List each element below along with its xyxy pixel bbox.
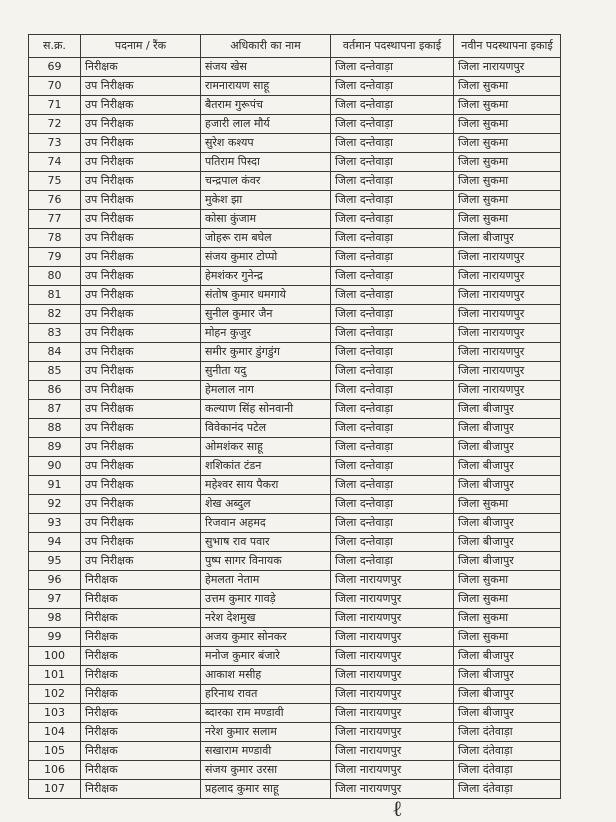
current-posting-cell: जिला दन्तेवाड़ा: [331, 514, 454, 533]
signature-mark: ℓ: [392, 797, 403, 822]
current-posting-cell: जिला दन्तेवाड़ा: [331, 248, 454, 267]
rank-cell: उप निरीक्षक: [81, 77, 201, 96]
table-row: [29, 704, 561, 723]
serial-number-cell: 69: [29, 58, 81, 77]
current-posting-cell: जिला नारायणपुर: [331, 590, 454, 609]
table-row: [29, 96, 561, 115]
serial-number-cell: 73: [29, 134, 81, 153]
current-posting-cell: जिला दन्तेवाड़ा: [331, 438, 454, 457]
serial-number-cell: 75: [29, 172, 81, 191]
new-posting-cell: जिला सुकमा: [454, 96, 561, 115]
new-posting-cell: जिला दंतेवाड़ा: [454, 780, 561, 799]
table-row: [29, 571, 561, 590]
officer-name-cell: सखाराम मण्डावी: [201, 742, 331, 761]
rank-cell: उप निरीक्षक: [81, 552, 201, 571]
officer-name-cell: हेमलता नेताम: [201, 571, 331, 590]
current-posting-cell: जिला दन्तेवाड़ा: [331, 495, 454, 514]
current-posting-cell: जिला दन्तेवाड़ा: [331, 343, 454, 362]
table-row: [29, 381, 561, 400]
table-header-row: [29, 35, 561, 58]
current-posting-cell: जिला दन्तेवाड़ा: [331, 153, 454, 172]
table-row: [29, 495, 561, 514]
serial-number-cell: 101: [29, 666, 81, 685]
rank-cell: निरीक्षक: [81, 780, 201, 799]
table-row: [29, 286, 561, 305]
new-posting-cell: जिला दंतेवाड़ा: [454, 742, 561, 761]
rank-cell: निरीक्षक: [81, 685, 201, 704]
officer-name-cell: सुनीता यदु: [201, 362, 331, 381]
table-row: [29, 419, 561, 438]
serial-number-cell: 105: [29, 742, 81, 761]
rank-cell: उप निरीक्षक: [81, 495, 201, 514]
rank-cell: उप निरीक्षक: [81, 419, 201, 438]
officer-name-cell: पतिराम पिस्दा: [201, 153, 331, 172]
serial-number-cell: 80: [29, 267, 81, 286]
new-posting-cell: जिला बीजापुर: [454, 438, 561, 457]
new-posting-cell: जिला नारायणपुर: [454, 343, 561, 362]
rank-cell: उप निरीक्षक: [81, 400, 201, 419]
new-posting-cell: जिला बीजापुर: [454, 457, 561, 476]
current-posting-cell: जिला दन्तेवाड़ा: [331, 362, 454, 381]
table-row: [29, 267, 561, 286]
officer-name-cell: अजय कुमार सोनकर: [201, 628, 331, 647]
current-posting-cell: जिला नारायणपुर: [331, 647, 454, 666]
current-posting-cell: जिला दन्तेवाड़ा: [331, 419, 454, 438]
current-posting-cell: जिला नारायणपुर: [331, 723, 454, 742]
table-row: [29, 343, 561, 362]
new-posting-cell: जिला सुकमा: [454, 115, 561, 134]
new-posting-cell: जिला सुकमा: [454, 134, 561, 153]
serial-number-cell: 96: [29, 571, 81, 590]
officer-name-cell: सुरेश कश्यप: [201, 134, 331, 153]
table-row: [29, 153, 561, 172]
officer-name-cell: कल्याण सिंह सोनवानी: [201, 400, 331, 419]
current-posting-cell: जिला दन्तेवाड़ा: [331, 96, 454, 115]
current-posting-cell: जिला दन्तेवाड़ा: [331, 115, 454, 134]
current-posting-cell: जिला दन्तेवाड़ा: [331, 457, 454, 476]
new-posting-cell: जिला सुकमा: [454, 628, 561, 647]
table-row: [29, 533, 561, 552]
rank-cell: निरीक्षक: [81, 666, 201, 685]
rank-cell: उप निरीक्षक: [81, 191, 201, 210]
table-row: [29, 628, 561, 647]
serial-number-cell: 94: [29, 533, 81, 552]
serial-number-cell: 71: [29, 96, 81, 115]
officer-name-cell: आकाश मसीह: [201, 666, 331, 685]
serial-number-cell: 93: [29, 514, 81, 533]
new-posting-cell: जिला सुकमा: [454, 590, 561, 609]
officer-name-cell: हरिनाथ रावत: [201, 685, 331, 704]
table-row: [29, 324, 561, 343]
transfer-list-sheet: [28, 34, 560, 799]
officer-name-cell: रामनारायण साहू: [201, 77, 331, 96]
officer-name-cell: उत्तम कुमार गावड़े: [201, 590, 331, 609]
rank-cell: उप निरीक्षक: [81, 476, 201, 495]
current-posting-cell: जिला नारायणपुर: [331, 571, 454, 590]
new-posting-cell: जिला सुकमा: [454, 77, 561, 96]
current-posting-cell: जिला नारायणपुर: [331, 704, 454, 723]
table-row: [29, 552, 561, 571]
officer-name-cell: चन्द्रपाल कंवर: [201, 172, 331, 191]
current-posting-cell: जिला नारायणपुर: [331, 742, 454, 761]
rank-cell: उप निरीक्षक: [81, 153, 201, 172]
table-row: [29, 647, 561, 666]
table-body: [29, 58, 561, 799]
new-posting-cell: जिला बीजापुर: [454, 514, 561, 533]
current-posting-cell: जिला नारायणपुर: [331, 666, 454, 685]
new-posting-cell: जिला बीजापुर: [454, 704, 561, 723]
officer-name-cell: ओमशंकर साहू: [201, 438, 331, 457]
table-row: [29, 609, 561, 628]
officer-name-cell: ब्दारका राम मण्डावी: [201, 704, 331, 723]
current-posting-cell: जिला नारायणपुर: [331, 609, 454, 628]
serial-number-cell: 102: [29, 685, 81, 704]
current-posting-cell: जिला नारायणपुर: [331, 780, 454, 799]
new-posting-cell: जिला नारायणपुर: [454, 267, 561, 286]
officer-name-cell: सुभाष राव पवार: [201, 533, 331, 552]
serial-number-cell: 90: [29, 457, 81, 476]
new-posting-cell: जिला बीजापुर: [454, 685, 561, 704]
table-row: [29, 58, 561, 77]
officer-name-cell: मनोज कुमार बंजारे: [201, 647, 331, 666]
new-posting-cell: जिला सुकमा: [454, 495, 561, 514]
new-posting-cell: जिला सुकमा: [454, 172, 561, 191]
new-posting-cell: जिला बीजापुर: [454, 419, 561, 438]
current-posting-cell: जिला नारायणपुर: [331, 685, 454, 704]
new-posting-cell: जिला नारायणपुर: [454, 305, 561, 324]
officer-name-cell: नरेश देशमुख: [201, 609, 331, 628]
table-row: [29, 438, 561, 457]
serial-number-cell: 95: [29, 552, 81, 571]
rank-cell: निरीक्षक: [81, 704, 201, 723]
new-posting-cell: जिला बीजापुर: [454, 666, 561, 685]
current-posting-cell: जिला दन्तेवाड़ा: [331, 305, 454, 324]
current-posting-cell: जिला दन्तेवाड़ा: [331, 267, 454, 286]
header-officer-name: अधिकारी का नाम: [201, 35, 331, 58]
officer-name-cell: मुकेश झा: [201, 191, 331, 210]
serial-number-cell: 84: [29, 343, 81, 362]
current-posting-cell: जिला दन्तेवाड़ा: [331, 381, 454, 400]
serial-number-cell: 76: [29, 191, 81, 210]
current-posting-cell: जिला दन्तेवाड़ा: [331, 77, 454, 96]
officer-name-cell: मोहन कुजुर: [201, 324, 331, 343]
new-posting-cell: जिला दंतेवाड़ा: [454, 723, 561, 742]
rank-cell: उप निरीक्षक: [81, 248, 201, 267]
table-row: [29, 229, 561, 248]
serial-number-cell: 88: [29, 419, 81, 438]
serial-number-cell: 97: [29, 590, 81, 609]
transfer-table: [28, 34, 561, 799]
rank-cell: निरीक्षक: [81, 723, 201, 742]
new-posting-cell: जिला नारायणपुर: [454, 286, 561, 305]
officer-name-cell: संजय कुमार टोप्पो: [201, 248, 331, 267]
serial-number-cell: 85: [29, 362, 81, 381]
rank-cell: निरीक्षक: [81, 647, 201, 666]
officer-name-cell: हेमशंकर गुनेन्द्र: [201, 267, 331, 286]
rank-cell: उप निरीक्षक: [81, 305, 201, 324]
table-row: [29, 761, 561, 780]
rank-cell: उप निरीक्षक: [81, 381, 201, 400]
officer-name-cell: नरेश कुमार सलाम: [201, 723, 331, 742]
new-posting-cell: जिला बीजापुर: [454, 647, 561, 666]
serial-number-cell: 77: [29, 210, 81, 229]
rank-cell: उप निरीक्षक: [81, 362, 201, 381]
serial-number-cell: 82: [29, 305, 81, 324]
new-posting-cell: जिला नारायणपुर: [454, 381, 561, 400]
serial-number-cell: 91: [29, 476, 81, 495]
table-row: [29, 248, 561, 267]
table-row: [29, 742, 561, 761]
rank-cell: उप निरीक्षक: [81, 286, 201, 305]
table-row: [29, 362, 561, 381]
serial-number-cell: 74: [29, 153, 81, 172]
table-row: [29, 191, 561, 210]
current-posting-cell: जिला दन्तेवाड़ा: [331, 552, 454, 571]
current-posting-cell: जिला दन्तेवाड़ा: [331, 210, 454, 229]
table-row: [29, 457, 561, 476]
current-posting-cell: जिला नारायणपुर: [331, 628, 454, 647]
current-posting-cell: जिला दन्तेवाड़ा: [331, 286, 454, 305]
officer-name-cell: प्रहलाद कुमार साहू: [201, 780, 331, 799]
rank-cell: उप निरीक्षक: [81, 229, 201, 248]
rank-cell: उप निरीक्षक: [81, 267, 201, 286]
serial-number-cell: 92: [29, 495, 81, 514]
officer-name-cell: हेमलाल नाग: [201, 381, 331, 400]
officer-name-cell: संजय खेस: [201, 58, 331, 77]
current-posting-cell: जिला दन्तेवाड़ा: [331, 58, 454, 77]
current-posting-cell: जिला दन्तेवाड़ा: [331, 533, 454, 552]
officer-name-cell: जोहरू राम बघेल: [201, 229, 331, 248]
new-posting-cell: जिला नारायणपुर: [454, 248, 561, 267]
serial-number-cell: 98: [29, 609, 81, 628]
current-posting-cell: जिला नारायणपुर: [331, 761, 454, 780]
officer-name-cell: शशिकांत टंडन: [201, 457, 331, 476]
current-posting-cell: जिला दन्तेवाड़ा: [331, 134, 454, 153]
table-row: [29, 210, 561, 229]
rank-cell: उप निरीक्षक: [81, 514, 201, 533]
rank-cell: उप निरीक्षक: [81, 134, 201, 153]
rank-cell: उप निरीक्षक: [81, 172, 201, 191]
rank-cell: निरीक्षक: [81, 609, 201, 628]
serial-number-cell: 100: [29, 647, 81, 666]
table-row: [29, 305, 561, 324]
new-posting-cell: जिला नारायणपुर: [454, 324, 561, 343]
rank-cell: निरीक्षक: [81, 742, 201, 761]
new-posting-cell: जिला सुकमा: [454, 609, 561, 628]
new-posting-cell: जिला सुकमा: [454, 191, 561, 210]
header-serial-number: स.क्र.: [29, 35, 81, 58]
rank-cell: उप निरीक्षक: [81, 457, 201, 476]
rank-cell: उप निरीक्षक: [81, 343, 201, 362]
officer-name-cell: सुनील कुमार जैन: [201, 305, 331, 324]
serial-number-cell: 106: [29, 761, 81, 780]
table-row: [29, 476, 561, 495]
table-row: [29, 780, 561, 799]
rank-cell: उप निरीक्षक: [81, 533, 201, 552]
new-posting-cell: जिला बीजापुर: [454, 400, 561, 419]
officer-name-cell: पुष्प सागर विनायक: [201, 552, 331, 571]
officer-name-cell: विवेकानंद पटेल: [201, 419, 331, 438]
serial-number-cell: 89: [29, 438, 81, 457]
new-posting-cell: जिला सुकमा: [454, 153, 561, 172]
table-row: [29, 685, 561, 704]
rank-cell: निरीक्षक: [81, 590, 201, 609]
serial-number-cell: 87: [29, 400, 81, 419]
serial-number-cell: 81: [29, 286, 81, 305]
officer-name-cell: हजारी लाल मौर्य: [201, 115, 331, 134]
new-posting-cell: जिला बीजापुर: [454, 533, 561, 552]
table-row: [29, 172, 561, 191]
serial-number-cell: 103: [29, 704, 81, 723]
officer-name-cell: शेख अब्दुल: [201, 495, 331, 514]
current-posting-cell: जिला दन्तेवाड़ा: [331, 229, 454, 248]
serial-number-cell: 104: [29, 723, 81, 742]
rank-cell: उप निरीक्षक: [81, 96, 201, 115]
new-posting-cell: जिला बीजापुर: [454, 476, 561, 495]
header-current-posting: वर्तमान पदस्थापना इकाई: [331, 35, 454, 58]
table-row: [29, 723, 561, 742]
table-row: [29, 134, 561, 153]
serial-number-cell: 79: [29, 248, 81, 267]
rank-cell: उप निरीक्षक: [81, 115, 201, 134]
serial-number-cell: 83: [29, 324, 81, 343]
officer-name-cell: संतोष कुमार धमगाये: [201, 286, 331, 305]
new-posting-cell: जिला नारायणपुर: [454, 362, 561, 381]
rank-cell: उप निरीक्षक: [81, 438, 201, 457]
officer-name-cell: समीर कुमार डुंगडुंग: [201, 343, 331, 362]
rank-cell: निरीक्षक: [81, 628, 201, 647]
rank-cell: निरीक्षक: [81, 571, 201, 590]
officer-name-cell: कोसा कुंजाम: [201, 210, 331, 229]
new-posting-cell: जिला बीजापुर: [454, 229, 561, 248]
table-row: [29, 666, 561, 685]
current-posting-cell: जिला दन्तेवाड़ा: [331, 172, 454, 191]
new-posting-cell: जिला दंतेवाड़ा: [454, 761, 561, 780]
table-row: [29, 115, 561, 134]
rank-cell: उप निरीक्षक: [81, 210, 201, 229]
current-posting-cell: जिला दन्तेवाड़ा: [331, 476, 454, 495]
current-posting-cell: जिला दन्तेवाड़ा: [331, 400, 454, 419]
officer-name-cell: संजय कुमार उरसा: [201, 761, 331, 780]
table-row: [29, 514, 561, 533]
serial-number-cell: 72: [29, 115, 81, 134]
new-posting-cell: जिला नारायणपुर: [454, 58, 561, 77]
new-posting-cell: जिला बीजापुर: [454, 552, 561, 571]
rank-cell: निरीक्षक: [81, 761, 201, 780]
serial-number-cell: 70: [29, 77, 81, 96]
officer-name-cell: महेश्वर साय पैकरा: [201, 476, 331, 495]
header-new-posting: नवीन पदस्थापना इकाई: [454, 35, 561, 58]
header-rank: पदनाम / रैंक: [81, 35, 201, 58]
current-posting-cell: जिला दन्तेवाड़ा: [331, 324, 454, 343]
rank-cell: निरीक्षक: [81, 58, 201, 77]
officer-name-cell: रिजवान अहमद: [201, 514, 331, 533]
serial-number-cell: 99: [29, 628, 81, 647]
rank-cell: उप निरीक्षक: [81, 324, 201, 343]
serial-number-cell: 78: [29, 229, 81, 248]
table-row: [29, 590, 561, 609]
table-row: [29, 77, 561, 96]
new-posting-cell: जिला सुकमा: [454, 571, 561, 590]
current-posting-cell: जिला दन्तेवाड़ा: [331, 191, 454, 210]
serial-number-cell: 86: [29, 381, 81, 400]
officer-name-cell: बैतराम गुरूपंच: [201, 96, 331, 115]
new-posting-cell: जिला सुकमा: [454, 210, 561, 229]
table-row: [29, 400, 561, 419]
serial-number-cell: 107: [29, 780, 81, 799]
